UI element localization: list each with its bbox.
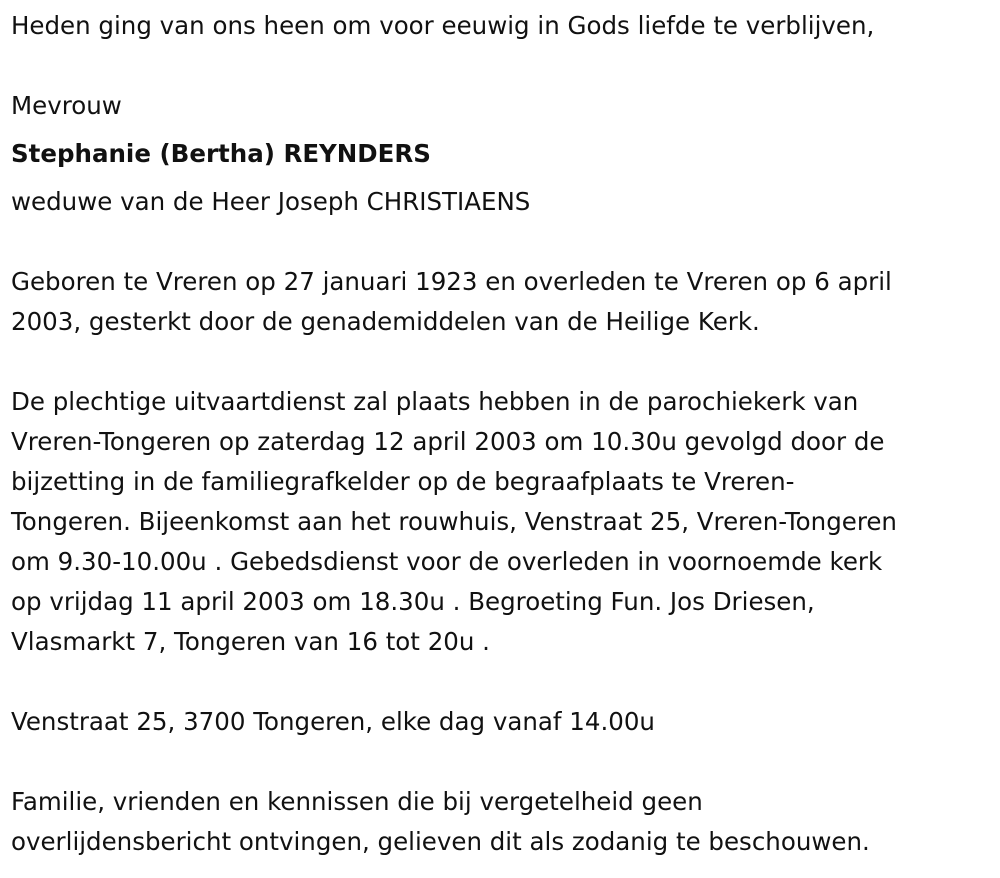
funeral-service-paragraph — [11, 382, 1000, 662]
birth-death-paragraph — [11, 262, 1000, 342]
paragraph-line: Familie, vrienden en kennissen die bij vergetelheid geen — [11, 787, 703, 816]
deceased-name: Stephanie (Bertha) REYNDERS — [11, 139, 431, 168]
title-prefix: Mevrouw — [11, 91, 122, 120]
paragraph-line: Geboren te Vreren op 27 januari 1923 en overleden te Vreren op 6 april — [11, 267, 892, 296]
paragraph-line: om 9.30-10.00u . Gebedsdienst voor de overleden in voornoemde kerk — [11, 547, 883, 576]
opening-line: Heden ging van ons heen om voor eeuwig in Gods liefde te verblijven, — [11, 11, 875, 40]
paragraph-line: Vreren-Tongeren op zaterdag 12 april 2003 om 10.30u gevolgd door de — [11, 427, 885, 456]
paragraph-line: op vrijdag 11 april 2003 om 18.30u . Begroeting Fun. Jos Driesen, — [11, 587, 815, 616]
paragraph-line: Vlasmarkt 7, Tongeren van 16 tot 20u . — [11, 627, 490, 656]
paragraph-line: overlijdensbericht ontvingen, gelieven dit als zodanig te beschouwen. — [11, 827, 870, 856]
paragraph-line: De plechtige uitvaartdienst zal plaats hebben in de parochiekerk van — [11, 387, 859, 416]
visitation-line: Venstraat 25, 3700 Tongeren, elke dag vanaf 14.00u — [11, 707, 655, 736]
paragraph-line: Tongeren. Bijeenkomst aan het rouwhuis, Venstraat 25, Vreren-Tongeren — [11, 507, 897, 536]
paragraph-line: 2003, gesterkt door de genademiddelen van de Heilige Kerk. — [11, 307, 760, 336]
widow-of-line: weduwe van de Heer Joseph CHRISTIAENS — [11, 187, 531, 216]
closing-paragraph — [11, 782, 1000, 862]
paragraph-line: bijzetting in de familiegrafkelder op de begraafplaats te Vreren- — [11, 467, 795, 496]
